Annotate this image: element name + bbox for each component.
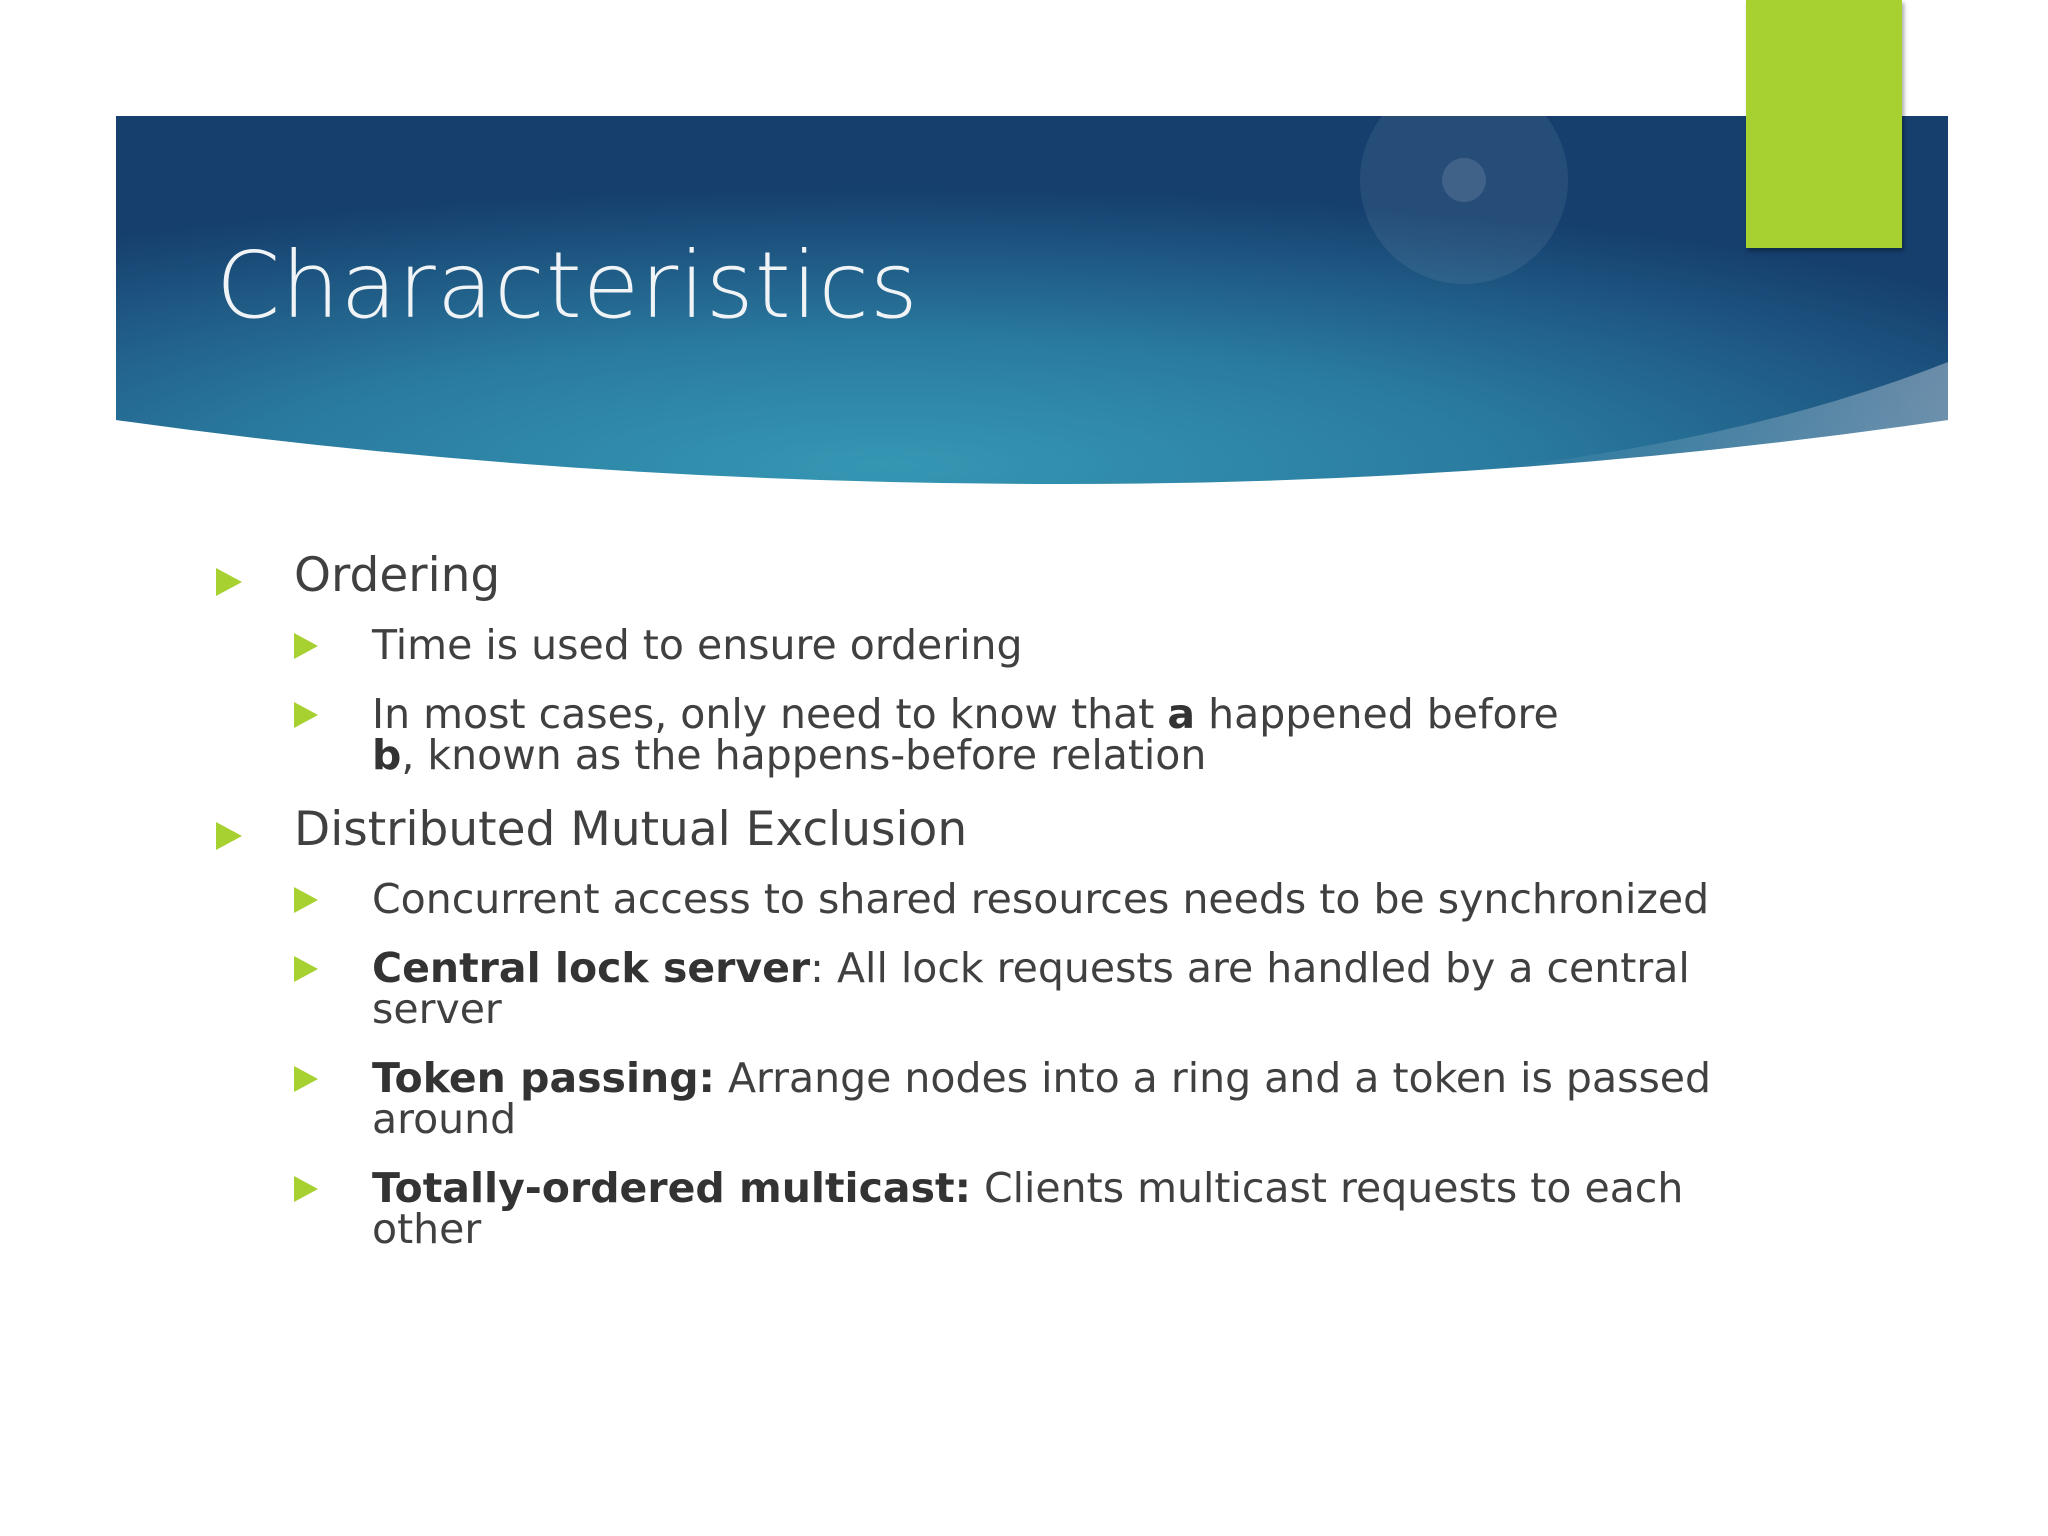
bullet-text: Distributed Mutual Exclusion (294, 802, 968, 857)
bullet-level2-token-passing (294, 1054, 1716, 1143)
bullet-text: Time is used to ensure ordering (372, 621, 1023, 669)
bullet-level1-mutual-exclusion (216, 802, 1716, 857)
bold-term: Token passing: (372, 1054, 715, 1102)
slide-title: Characteristics (216, 232, 919, 339)
bold-term-a: a (1167, 690, 1196, 738)
accent-tab (1746, 0, 1902, 248)
bold-term: Central lock server (372, 944, 811, 992)
bullet-text: happened before (1195, 690, 1559, 738)
bold-term-b: b (372, 731, 402, 779)
triangle-right-icon (294, 887, 318, 913)
triangle-right-icon (294, 702, 318, 728)
bullet-text: Arrange nodes into a ring and a token is passed around (372, 1054, 1712, 1143)
bullet-level2-happens-before (294, 690, 1716, 779)
bold-term: Totally-ordered multicast: (372, 1164, 971, 1212)
bullet-text: , known as the happens-before relation (401, 731, 1207, 779)
triangle-right-icon (294, 1066, 318, 1092)
bullet-text: Ordering (294, 548, 501, 603)
bullet-level1-ordering (216, 548, 1716, 603)
bullet-level2-concurrent-access (294, 875, 1716, 923)
triangle-right-icon (294, 633, 318, 659)
bullet-level2-time (294, 621, 1716, 669)
triangle-right-icon (294, 1176, 318, 1202)
triangle-right-icon (216, 568, 242, 596)
bullet-text: Clients multicast requests to each other (372, 1164, 1684, 1253)
triangle-right-icon (216, 822, 242, 850)
bullet-text: In most cases, only need to know that (372, 690, 1168, 738)
slide-content (216, 548, 1716, 1278)
bullet-level2-central-lock-server (294, 944, 1716, 1033)
triangle-right-icon (294, 956, 318, 982)
bullet-text: Concurrent access to shared resources needs to be synchronized (372, 875, 1710, 923)
bullet-level2-totally-ordered-multicast (294, 1164, 1716, 1253)
bullet-text: : All lock requests are handled by a central server (372, 944, 1690, 1033)
